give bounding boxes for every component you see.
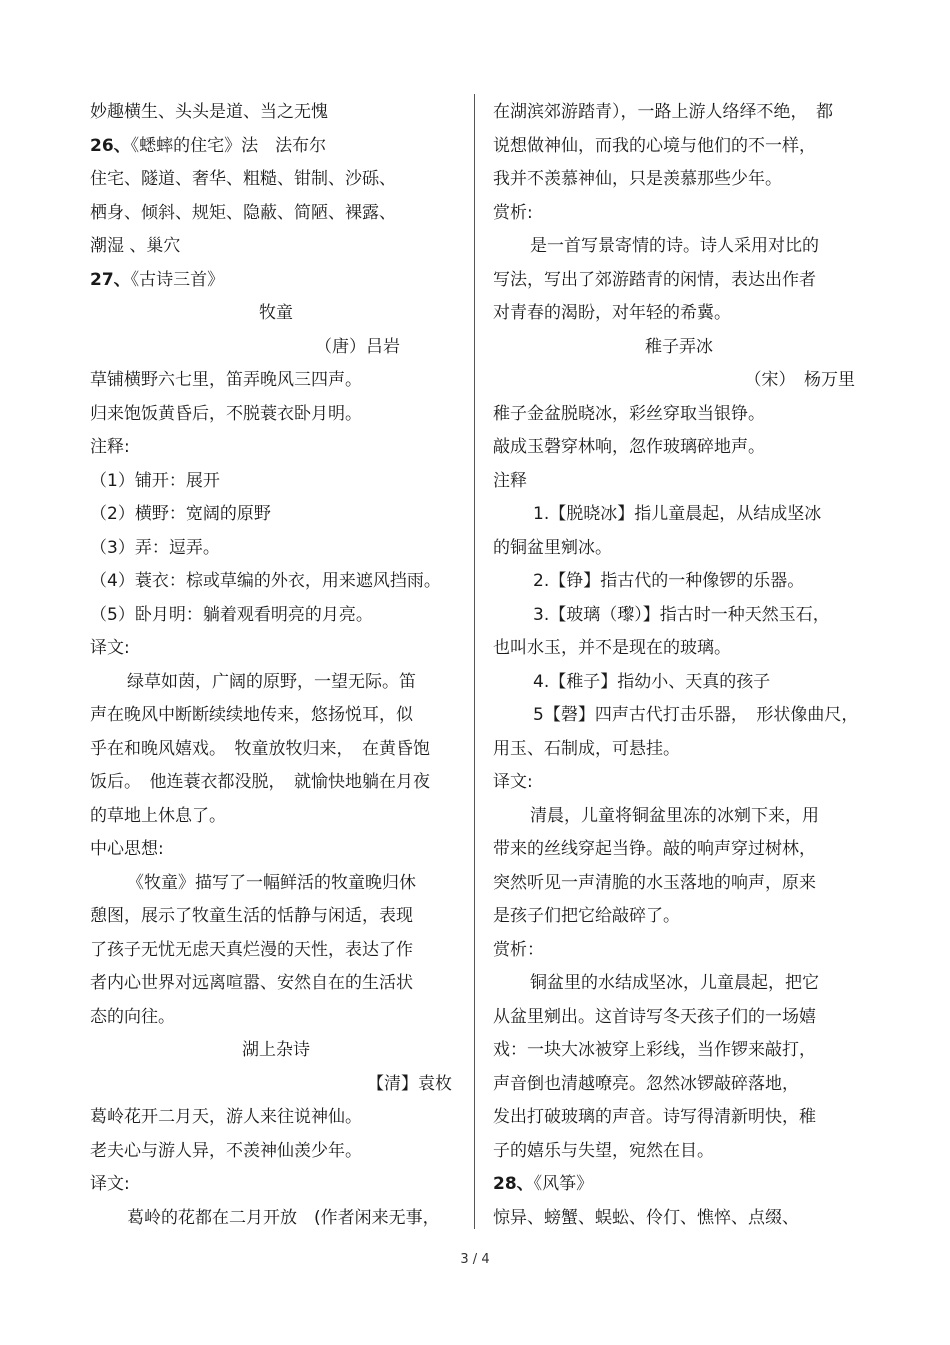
line-text: 《牧童》描写了一幅鲜活的牧童晚归休 xyxy=(127,872,416,893)
text-line xyxy=(90,733,462,767)
text-line xyxy=(493,934,865,968)
text-line xyxy=(90,498,462,532)
line-text: 铜盆里的水结成坚冰，儿童晨起，把它 xyxy=(530,973,819,993)
line-text: 清晨，儿童将铜盆里冻的冰剜下来，用 xyxy=(530,805,819,826)
line-text: （4）蓑衣：棕或草编的外衣，用来遮风挡雨。 xyxy=(90,571,441,591)
line-text: 敲成玉磬穿林响，忽作玻璃碎地声。 xyxy=(493,437,765,457)
line-text: （唐）吕岩 xyxy=(315,336,400,357)
text-line xyxy=(90,766,462,800)
text-line xyxy=(493,130,865,164)
line-text: 绿草如茵，广阔的原野，一望无际。笛 xyxy=(127,671,416,692)
text-line xyxy=(90,431,462,465)
line-text: 妙趣横生、头头是道、当之无愧 xyxy=(90,102,328,122)
line-text: 赏析: xyxy=(493,202,533,223)
text-line xyxy=(493,565,865,599)
text-line xyxy=(493,364,865,398)
text-line xyxy=(90,532,462,566)
text-line xyxy=(493,398,865,432)
line-text: 说想做神仙，而我的心境与他们的不一样， xyxy=(493,135,816,156)
line-text: 3.【玻璃（瓈）】指古时一种天然玉石， xyxy=(533,604,830,625)
text-line xyxy=(493,96,865,130)
line-text: （宋） 杨万里 xyxy=(744,370,855,390)
line-text: 湖上杂诗 xyxy=(242,1040,310,1060)
line-text: 注释: xyxy=(90,437,130,457)
line-text: 对青春的渴盼，对年轻的希冀。 xyxy=(493,303,731,323)
text-line xyxy=(493,1202,865,1236)
line-text: 草铺横野六七里，笛弄晚风三四声。 xyxy=(90,370,362,390)
text-line xyxy=(90,331,462,365)
line-text: 注释 xyxy=(493,470,527,491)
line-text: 带来的丝线穿起当铮。敲的响声穿过树林， xyxy=(493,839,816,859)
text-line xyxy=(493,163,865,197)
line-text: 葛岭花开二月天，游人来往说神仙。 xyxy=(90,1107,362,1127)
line-text: 赏析： xyxy=(493,939,544,960)
line-text: （2）横野：宽阔的原野 xyxy=(90,504,271,524)
text-line xyxy=(90,264,462,298)
line-text: 4.【稚子】指幼小、天真的孩子 xyxy=(533,671,771,692)
page-number: 3 / 4 xyxy=(460,1252,490,1267)
line-text: （1）铺开：展开 xyxy=(90,470,220,491)
text-line xyxy=(90,398,462,432)
line-text: 《风筝》 xyxy=(533,1174,594,1194)
line-text: 葛岭的花都在二月开放 (作者闲来无事， xyxy=(127,1207,440,1228)
line-text: 突然听见一声清脆的水玉落地的响声，原来 xyxy=(493,872,816,893)
text-line xyxy=(493,766,865,800)
line-text: 译文: xyxy=(493,772,533,792)
text-line xyxy=(90,900,462,934)
line-text: 译文: xyxy=(90,638,130,658)
text-line xyxy=(493,599,865,633)
text-line xyxy=(90,230,462,264)
line-text: 发出打破玻璃的声音。诗写得清新明快，稚 xyxy=(493,1107,816,1127)
line-text: 2.【铮】指古代的一种像锣的乐器。 xyxy=(533,571,805,591)
text-line xyxy=(493,465,865,499)
text-line xyxy=(493,733,865,767)
text-line xyxy=(493,1001,865,1035)
text-line xyxy=(90,1135,462,1169)
line-text: 1.【脱晓冰】指儿童晨起，从结成坚冰 xyxy=(533,504,822,524)
line-text: 声在晚风中断断续续地传来，悠扬悦耳，似 xyxy=(90,705,413,725)
text-line xyxy=(493,967,865,1001)
text-line xyxy=(493,331,865,365)
line-text: 声音倒也清越嘹亮。忽然冰锣敲碎落地， xyxy=(493,1073,799,1094)
text-line xyxy=(90,1168,462,1202)
line-text: 在湖滨郊游踏青），一路上游人络绎不绝， 都 xyxy=(493,102,833,122)
line-text: 我并不羡慕神仙，只是羡慕那些少年。 xyxy=(493,169,782,189)
text-line xyxy=(493,230,865,264)
text-line xyxy=(90,934,462,968)
text-line xyxy=(493,1135,865,1169)
text-line xyxy=(90,565,462,599)
section-number: 26、 xyxy=(90,135,131,156)
line-text: 稚子弄冰 xyxy=(645,336,713,357)
text-line xyxy=(493,431,865,465)
text-line xyxy=(90,632,462,666)
line-text: 的草地上休息了。 xyxy=(90,805,226,826)
line-text: 子的嬉乐与失望，宛然在目。 xyxy=(493,1140,714,1161)
text-line xyxy=(90,1001,462,1035)
text-line xyxy=(90,130,462,164)
text-line xyxy=(90,867,462,901)
text-line xyxy=(90,833,462,867)
line-text: 牧童 xyxy=(259,303,293,323)
line-text: 稚子金盆脱晓冰，彩丝穿取当银铮。 xyxy=(493,403,765,424)
text-line xyxy=(493,297,865,331)
line-text: 惊异、螃蟹、蜈蚣、伶仃、憔悴、点缀、 xyxy=(493,1207,799,1228)
line-text: 饭后。 他连蓑衣都没脱， 就愉快地躺在月夜 xyxy=(90,772,430,792)
line-text: 用玉、石制成，可悬挂。 xyxy=(493,738,680,759)
line-text: 归来饱饭黄昏后，不脱蓑衣卧月明。 xyxy=(90,403,362,424)
text-line xyxy=(90,967,462,1001)
text-line xyxy=(90,163,462,197)
line-text: 的铜盆里剜冰。 xyxy=(493,537,612,558)
line-text: 是一首写景寄情的诗。诗人采用对比的 xyxy=(530,236,819,256)
text-line xyxy=(493,900,865,934)
text-line xyxy=(493,197,865,231)
text-line xyxy=(90,197,462,231)
text-line xyxy=(90,599,462,633)
line-text: 了孩子无忧无虑天真烂漫的天性，表达了作 xyxy=(90,939,413,960)
text-line xyxy=(493,1068,865,1102)
line-text: 住宅、隧道、奢华、粗糙、钳制、沙砾、 xyxy=(90,169,396,189)
text-line xyxy=(493,867,865,901)
line-text: 中心思想: xyxy=(90,839,164,859)
text-line xyxy=(90,1101,462,1135)
line-text: 憩图，展示了牧童生活的恬静与闲适，表现 xyxy=(90,906,413,926)
text-line xyxy=(493,1168,865,1202)
left-column xyxy=(90,96,462,1235)
line-text: 是孩子们把它给敲碎了。 xyxy=(493,906,680,926)
section-number: 28、 xyxy=(493,1174,534,1194)
text-line xyxy=(493,532,865,566)
line-text: 《蟋蟀的住宅》法 法布尔 xyxy=(130,135,327,156)
text-line xyxy=(493,833,865,867)
line-text: 老夫心与游人异，不羡神仙羡少年。 xyxy=(90,1140,362,1161)
line-text: （3）弄：逗弄。 xyxy=(90,537,220,558)
text-line xyxy=(90,1068,462,1102)
text-line xyxy=(90,1202,462,1236)
text-line xyxy=(90,465,462,499)
text-line xyxy=(493,800,865,834)
line-text: 潮湿 、巢穴 xyxy=(90,236,181,256)
text-line xyxy=(90,800,462,834)
text-line xyxy=(90,1034,462,1068)
right-column xyxy=(493,96,865,1235)
section-number: 27、 xyxy=(90,269,131,290)
line-text: 乎在和晚风嬉戏。 牧童放牧归来， 在黄昏饱 xyxy=(90,738,430,759)
text-line xyxy=(493,699,865,733)
text-line xyxy=(90,297,462,331)
line-text: 者内心世界对远离喧嚣、安然自在的生活状 xyxy=(90,973,413,993)
text-line xyxy=(493,1101,865,1135)
line-text: 栖身、倾斜、规矩、隐蔽、简陋、裸露、 xyxy=(90,202,396,223)
line-text: 译文: xyxy=(90,1174,130,1194)
text-line xyxy=(90,364,462,398)
column-divider xyxy=(474,94,475,1229)
line-text: 写法，写出了郊游踏青的闲情，表达出作者 xyxy=(493,269,816,290)
text-line xyxy=(493,264,865,298)
line-text: 【清】袁枚 xyxy=(367,1073,452,1094)
text-line xyxy=(90,666,462,700)
text-line xyxy=(90,96,462,130)
text-line xyxy=(493,498,865,532)
text-line xyxy=(493,666,865,700)
line-text: 也叫水玉，并不是现在的玻璃。 xyxy=(493,638,731,658)
line-text: 5【磬】四声古代打击乐器， 形状像曲尺， xyxy=(533,705,859,725)
line-text: 《古诗三首》 xyxy=(130,269,225,290)
text-line xyxy=(90,699,462,733)
line-text: （5）卧月明：躺着观看明亮的月亮。 xyxy=(90,604,373,625)
text-line xyxy=(493,632,865,666)
text-line xyxy=(493,1034,865,1068)
line-text: 从盆里剜出。这首诗写冬天孩子们的一场嬉 xyxy=(493,1006,816,1027)
line-text: 态的向往。 xyxy=(90,1006,175,1027)
line-text: 戏：一块大冰被穿上彩线，当作锣来敲打， xyxy=(493,1040,816,1060)
